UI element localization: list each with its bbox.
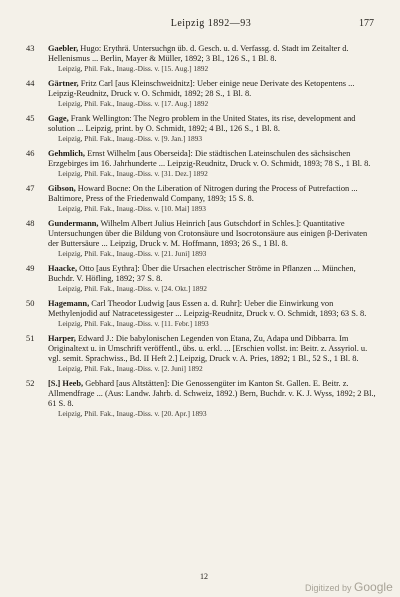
entry-note: Leipzig, Phil. Fak., Inaug.-Diss. v. [15. Aug.] 1892 bbox=[58, 64, 209, 73]
entry-number: 46 bbox=[26, 149, 35, 158]
list-item bbox=[26, 79, 376, 108]
entry-body bbox=[48, 299, 376, 319]
entry-number: 49 bbox=[26, 264, 35, 273]
entry-body bbox=[48, 219, 376, 249]
entry-note: Leipzig, Phil. Fak., Inaug.-Diss. v. [31. Dez.] 1892 bbox=[58, 169, 208, 178]
entry-body bbox=[48, 264, 376, 284]
digitized-watermark bbox=[305, 580, 393, 594]
entry-text: Edward J.: Die babylonischen Legenden von Etana, Zu, Adapa und Dibbarra. Im Originaltext u. in Umschrift veröffentl., übs. u. erkl. ... [Erschien vollst. in: Beitr. z. Assyriol. u. vgl. semit. Sprachwiss., Bd. II Heft 2.] Leipzig, Druck v. A. Pries, 1892; 1 Bl., 52 S., 1 Bl. 8. bbox=[48, 334, 368, 363]
list-item bbox=[26, 334, 376, 373]
google-logo: Google bbox=[354, 580, 393, 594]
entry-text: Frank Wellington: The Negro problem in the United States, its rise, development and solution ... Leipzig, print. by O. Schmidt, 1892; 4 Bl., 126 S., 1 Bl. 8. bbox=[48, 114, 356, 133]
entry-text: Howard Bocne: On the Liberation of Nitrogen during the Process of Putrefaction ... Baltimore, Press of the Friedenwald Company, 1893; 15 S. 8. bbox=[48, 184, 358, 203]
entry-text: Fritz Carl [aus Kleinschweidnitz]: Ueber einige neue Derivate des Ketopentens ... Leipzig-Reudnitz, Druck v. O. Schmidt, 1892; 28 S., 1 Bl. 8. bbox=[48, 79, 355, 98]
author-name: Hagemann, bbox=[48, 299, 90, 308]
list-item bbox=[26, 299, 376, 328]
entry-note: Leipzig, Phil. Fak., Inaug.-Diss. v. [24. Okt.] 1892 bbox=[58, 284, 207, 293]
entry-number: 44 bbox=[26, 79, 35, 88]
entry-text: Gebhard [aus Altstätten]: Die Genossengüter im Kanton St. Gallen. E. Beitr. z. Allmendfrage ... (Aus: Landw. Jahrb. d. Schweiz, 1892.) Bern, Buchdr. v. K. J. Wyss, 1892; 2 Bl., 61 S. 8. bbox=[48, 379, 376, 408]
entry-number: 43 bbox=[26, 44, 35, 53]
list-item bbox=[26, 379, 376, 418]
page-header bbox=[48, 18, 374, 32]
list-item bbox=[26, 184, 376, 213]
entry-text: Carl Theodor Ludwig [aus Essen a. d. Ruhr]: Ueber die Einwirkung von Methylenjodid auf Natracetessigester ... Leipzig-Reudnitz, Druck v. O. Schmidt, 1893; 63 S. 8. bbox=[48, 299, 367, 318]
entry-number: 45 bbox=[26, 114, 35, 123]
author-name: [S.] Heeb, bbox=[48, 379, 84, 388]
author-name: Gage, bbox=[48, 114, 69, 123]
author-name: Haacke, bbox=[48, 264, 78, 273]
entry-note: Leipzig, Phil. Fak., Inaug.-Diss. v. [10. Mai] 1893 bbox=[58, 204, 206, 213]
entry-note: Leipzig, Phil. Fak., Inaug.-Diss. v. [9. Jan.] 1893 bbox=[58, 134, 203, 143]
page-number: 177 bbox=[359, 18, 374, 29]
entry-number: 48 bbox=[26, 219, 35, 228]
running-title: Leipzig 1892—93 bbox=[170, 18, 252, 29]
entry-body bbox=[48, 44, 376, 64]
list-item bbox=[26, 219, 376, 258]
author-name: Gaebler, bbox=[48, 44, 79, 53]
entry-list bbox=[26, 44, 376, 424]
list-item bbox=[26, 44, 376, 73]
entry-note: Leipzig, Phil. Fak., Inaug.-Diss. v. [20. Apr.] 1893 bbox=[58, 409, 207, 418]
author-name: Gärtner, bbox=[48, 79, 79, 88]
entry-note: Leipzig, Phil. Fak., Inaug.-Diss. v. [11. Febr.] 1893 bbox=[58, 319, 209, 328]
entry-body bbox=[48, 379, 376, 409]
list-item bbox=[26, 114, 376, 143]
digitized-label: Digitized by bbox=[305, 583, 352, 593]
entry-text: Hugo: Erythrä. Untersuchgn üb. d. Gesch. u. d. Verfassg. d. Stadt im Zeitalter d. Hellenismus ... Berlin, Mayer & Müller, 1892; 3 Bl., 126 S., 1 Bl. 8. bbox=[48, 44, 349, 63]
entry-number: 52 bbox=[26, 379, 35, 388]
entry-body bbox=[48, 79, 376, 99]
entry-number: 50 bbox=[26, 299, 35, 308]
entry-body bbox=[48, 114, 376, 134]
entry-body bbox=[48, 184, 376, 204]
entry-text: Wilhelm Albert Julius Heinrich [aus Gutschdorf in Schles.]: Quantitative Untersuchungen über die Bildung von Crotonsäure und Isocrotonsäure aus einigen β-Derivaten der Buttersäure ... Leipzig, Druck v. M. Hoffmann, 1893; 26 S., 1 Bl. 8. bbox=[48, 219, 368, 248]
author-name: Gehmlich, bbox=[48, 149, 85, 158]
entry-note: Leipzig, Phil. Fak., Inaug.-Diss. v. [17. Aug.] 1892 bbox=[58, 99, 209, 108]
entry-text: Otto [aus Eythra]: Über die Ursachen electrischer Ströme in Pflanzen ... München, Buchdr. V. Höfling, 1892; 37 S. 8. bbox=[48, 264, 356, 283]
entry-number: 47 bbox=[26, 184, 35, 193]
author-name: Gibson, bbox=[48, 184, 76, 193]
list-item bbox=[26, 264, 376, 293]
author-name: Harper, bbox=[48, 334, 76, 343]
entry-number: 51 bbox=[26, 334, 35, 343]
entry-note: Leipzig, Phil. Fak., Inaug.-Diss. v. [21. Juni] 1893 bbox=[58, 249, 207, 258]
list-item bbox=[26, 149, 376, 178]
entry-body bbox=[48, 334, 376, 364]
signature-mark: 12 bbox=[200, 572, 208, 581]
author-name: Gundermann, bbox=[48, 219, 99, 228]
entry-body bbox=[48, 149, 376, 169]
entry-text: Ernst Wilhelm [aus Oberseida]: Die städtischen Lateinschulen des sächsischen Erzgebirges im 16. Jahrhunderte ... Leipzig-Reudnitz, Druck v. O. Schmidt, 1893; 78 S., 1 Bl. 8. bbox=[48, 149, 371, 168]
entry-note: Leipzig, Phil. Fak., Inaug.-Diss. v. [2. Juni] 1892 bbox=[58, 364, 203, 373]
